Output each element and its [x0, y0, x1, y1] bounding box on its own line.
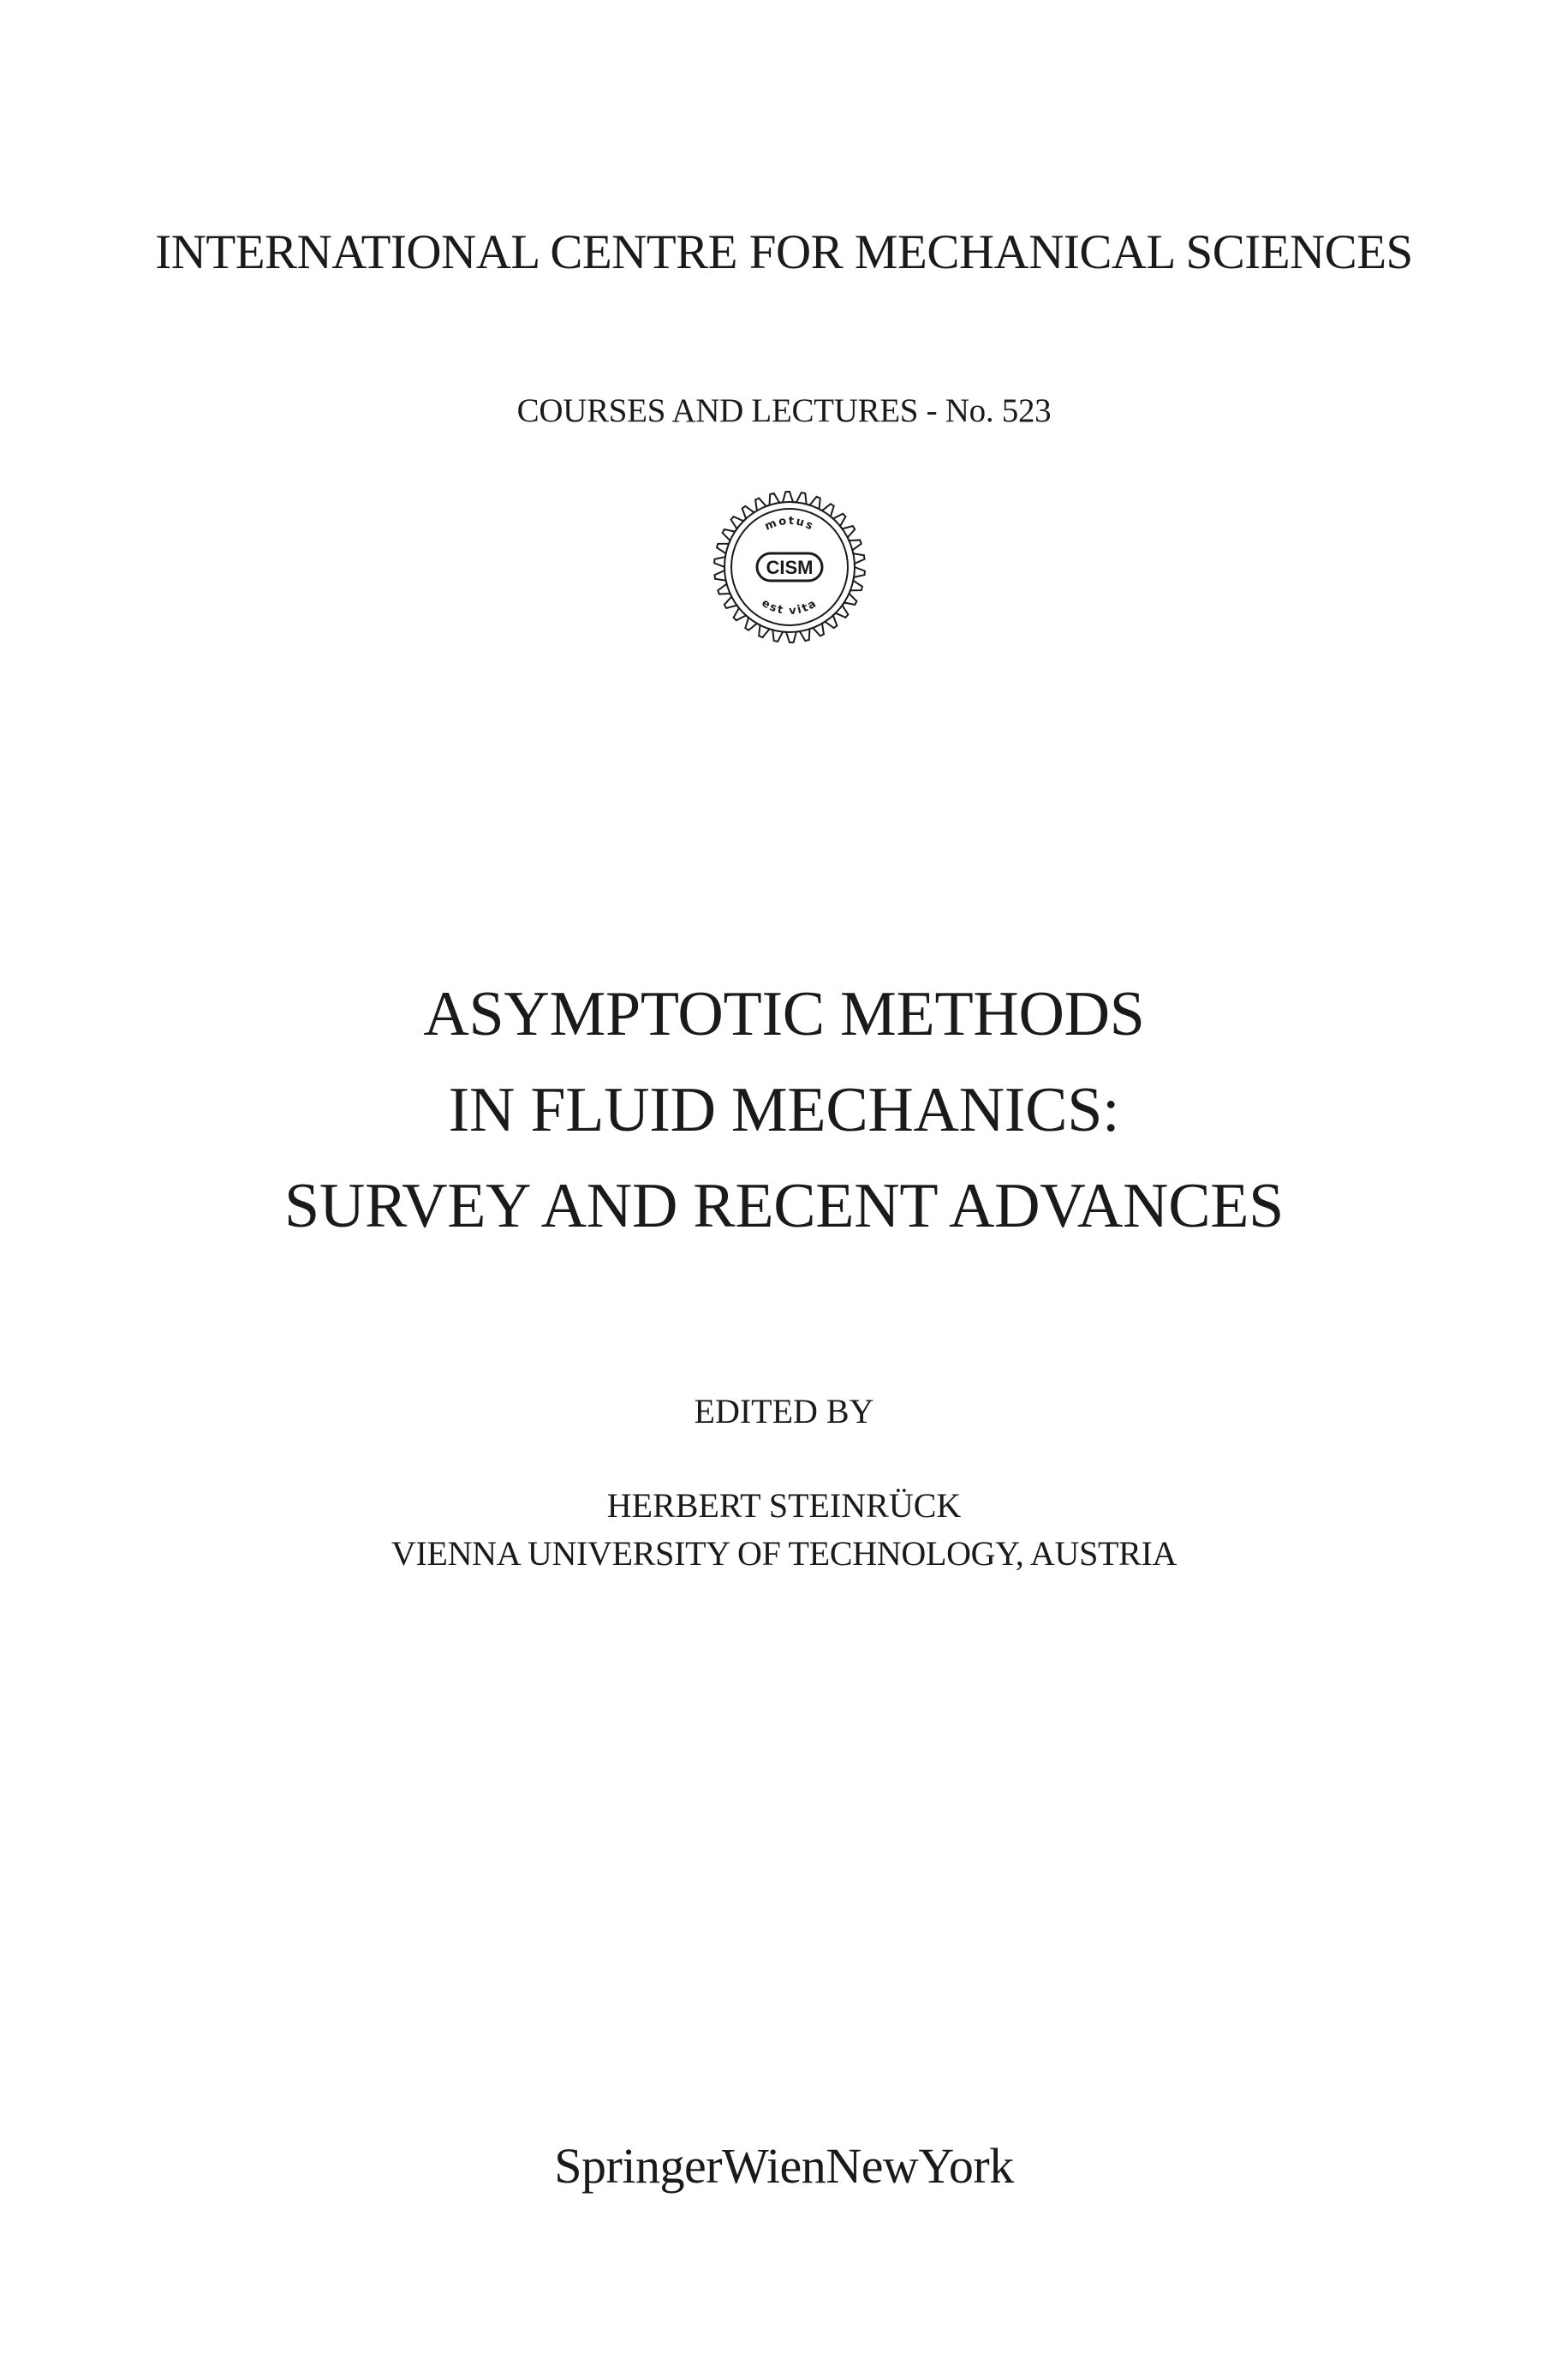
title-line-3: SURVEY AND RECENT ADVANCES	[283, 1171, 1285, 1241]
logo-ring-top-text: motus	[762, 514, 817, 534]
series-title: COURSES AND LECTURES - No. 523	[516, 392, 1052, 429]
book-title	[0, 966, 1568, 1254]
institution-name: INTERNATIONAL CENTRE FOR MECHANICAL SCIENCES	[155, 225, 1413, 279]
editor-name: HERBERT STEINRÜCK	[606, 1486, 962, 1525]
logo-ring-bottom-text: est vita	[759, 596, 820, 618]
edited-by-label: EDITED BY	[694, 1392, 874, 1430]
title-line-1: ASYMPTOTIC METHODS	[423, 979, 1145, 1049]
editor-affiliation: VIENNA UNIVERSITY OF TECHNOLOGY, AUSTRIA	[391, 1534, 1177, 1573]
svg-text:est vita	[760, 597, 820, 618]
svg-text:motus	[763, 515, 816, 534]
title-line-2: IN FLUID MECHANICS:	[448, 1075, 1120, 1145]
publisher-name: SpringerWienNewYork	[554, 2138, 1014, 2194]
logo-center-text: CISM	[766, 557, 814, 578]
cism-gear-logo	[712, 490, 867, 644]
